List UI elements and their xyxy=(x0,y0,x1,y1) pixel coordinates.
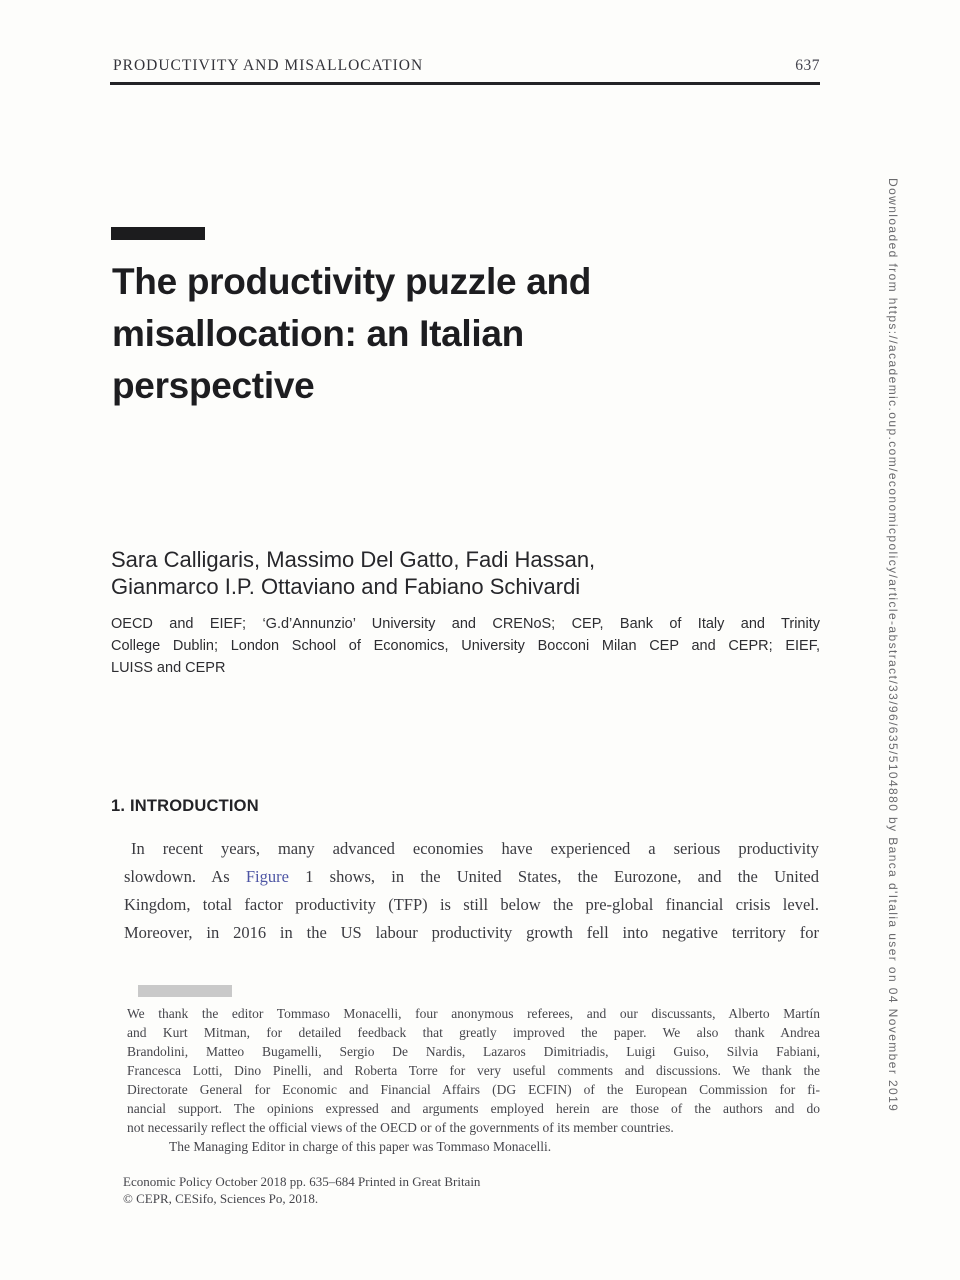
intro-line2-pre: slowdown. As xyxy=(124,867,230,886)
intro-line4: Moreover, in 2016 in the US labour productivity growth fell into negative territory for xyxy=(124,923,819,942)
author-line1: Sara Calligaris, Massimo Del Gatto, Fadi Hassan, xyxy=(111,547,596,572)
title-marker-bar xyxy=(111,227,205,240)
journal-imprint xyxy=(123,1174,723,1207)
imprint-citation-line: Economic Policy October 2018 pp. 635–684 Printed in Great Britain xyxy=(123,1174,481,1189)
article-title xyxy=(112,256,752,412)
figure-1-link[interactable]: Figure xyxy=(245,867,289,886)
page-number: 637 xyxy=(795,57,820,74)
intro-paragraph xyxy=(124,835,819,947)
footnote-line: not necessarily reflect the official views of the OECD or of the governments of its member countries. xyxy=(127,1120,674,1135)
intro-line2-post: 1 shows, in the United States, the Eurozone, and the United xyxy=(305,867,819,886)
author-line2: Gianmarco I.P. Ottaviano and Fabiano Schivardi xyxy=(111,574,581,599)
affiliations xyxy=(111,613,820,679)
imprint-copyright-line: © CEPR, CESifo, Sciences Po, 2018. xyxy=(123,1190,319,1206)
affiliation-line3: LUISS and CEPR xyxy=(111,660,226,676)
footnote-line: nancial support. The opinions expressed and arguments employed herein are those of the authors and do xyxy=(127,1101,820,1116)
author-list xyxy=(111,546,811,600)
intro-line1: In recent years, many advanced economies have experienced a serious productivity xyxy=(131,839,819,858)
section-heading-introduction: 1. INTRODUCTION xyxy=(111,797,259,815)
acknowledgments-footnote xyxy=(127,1004,820,1156)
article-title-line1: The productivity puzzle and xyxy=(112,261,592,302)
article-title-line2: misallocation: an Italian xyxy=(112,313,524,354)
running-head-title: PRODUCTIVITY AND MISALLOCATION xyxy=(113,57,424,74)
intro-line2 xyxy=(124,863,819,891)
header-rule xyxy=(110,82,820,85)
footnote-line: Brandolini, Matteo Bugamelli, Sergio De Nardis, Lazaros Dimitriadis, Luigi Guiso, Silvia Fabiani, xyxy=(127,1044,820,1059)
footnote-line: We thank the editor Tommaso Monacelli, four anonymous referees, and our discussants, Alberto Martín xyxy=(127,1006,820,1021)
article-title-line3: perspective xyxy=(112,365,315,406)
intro-line3: Kingdom, total factor productivity (TFP) is still below the pre-global financial crisis level. xyxy=(124,895,819,914)
footnote-line: Francesca Lotti, Dino Pinelli, and Roberta Torre for very useful comments and discussions. We thank the xyxy=(127,1063,820,1078)
footnote-separator-bar xyxy=(138,985,232,997)
footnote-managing-editor-line: The Managing Editor in charge of this paper was Tommaso Monacelli. xyxy=(169,1139,552,1154)
running-head xyxy=(113,57,820,75)
footnote-line: Directorate General for Economic and Financial Affairs (DG ECFIN) of the European Commission for fi- xyxy=(127,1082,820,1097)
footnote-line: and Kurt Mitman, for detailed feedback that greatly improved the paper. We also thank Andrea xyxy=(127,1025,820,1040)
affiliation-line2: College Dublin; London School of Economics, University Bocconi Milan CEP and CEPR; EIEF, xyxy=(111,638,820,654)
download-watermark: Downloaded from https://academic.oup.com/economicpolicy/article-abstract/33/96/635/5104880 by Banca d'Italia user on 04 November 2019 xyxy=(886,178,900,1113)
affiliation-line1: OECD and EIEF; ‘G.d’Annunzio’ University and CRENoS; CEP, Bank of Italy and Trinity xyxy=(111,616,820,632)
